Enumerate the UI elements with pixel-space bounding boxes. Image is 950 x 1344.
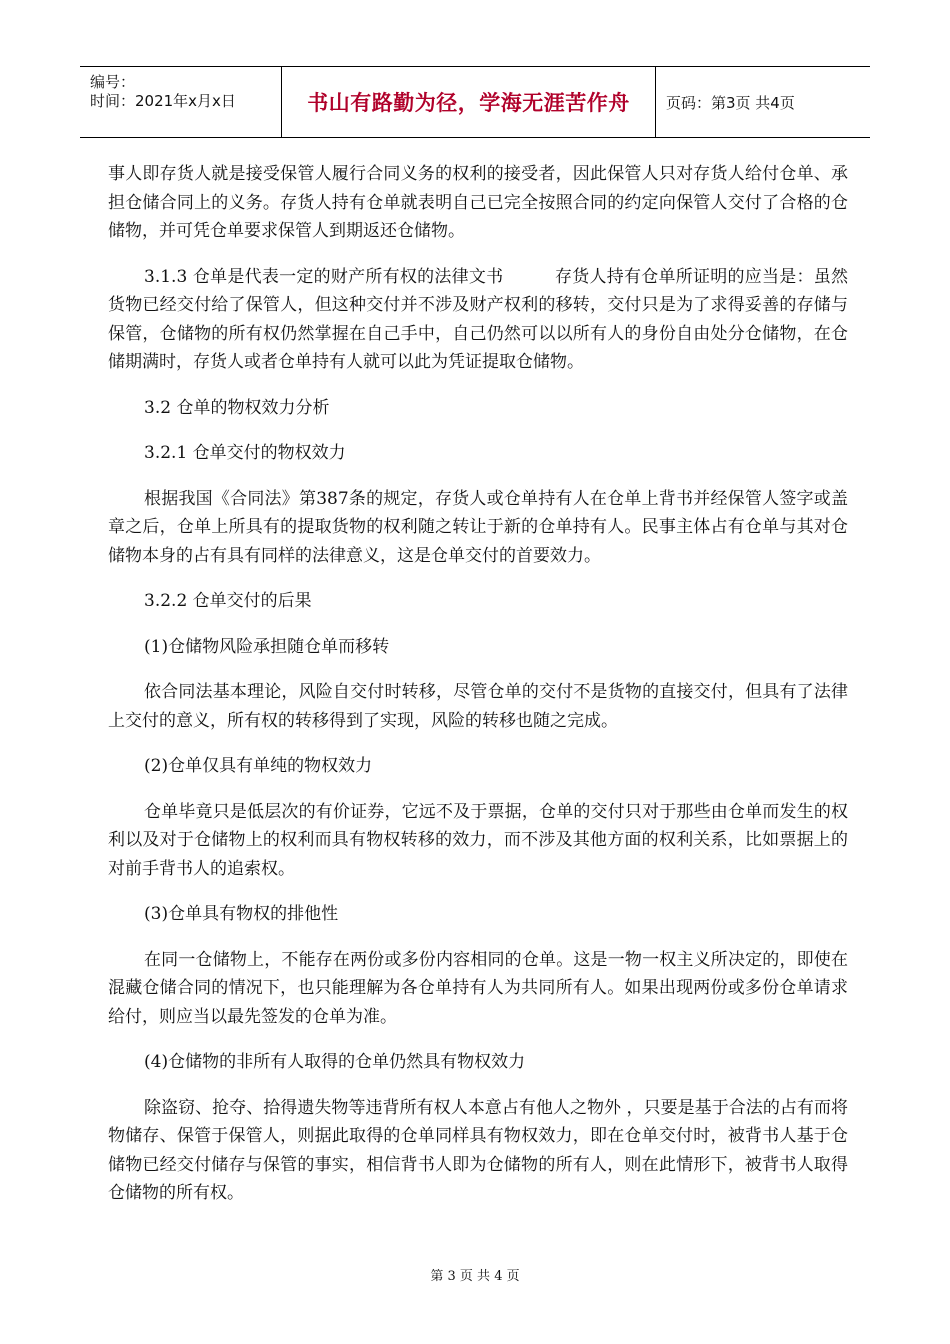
page-footer: 第 3 页 共 4 页 — [430, 1269, 520, 1284]
document-date-label: 时间：2021年x月x日 — [90, 92, 236, 110]
section-heading-3-2-2: 3.2.2 仓单交付的后果 — [144, 591, 312, 611]
paragraph-3-1-3: 3.1.3 仓单是代表一定的财产所有权的法律文书 存货人持有仓单所证明的应当是：虽然货物已经交付给了保管人，但这种交付并不涉及财产权利的移转，交付只是为了求得妥善的存储与保管，仓储物的所有权仍然掌握在自己手中，自己仍然可以以所有人的身份自由处分仓储物，在仓储期满时，存货人或者仓单持有人就可以此为凭证提取仓储物。 — [108, 266, 848, 372]
paragraph-exclusivity: 在同一仓储物上，不能存在两份或多份内容相同的仓单。这是一物一权主义所决定的，即使在混藏仓储合同的情况下，也只能理解为各仓单持有人为共同所有人。如果出现两份或多份仓单请求给付，则应当以最先签发的仓单为准。 — [108, 949, 848, 1027]
section-heading-3-2: 3.2 仓单的物权效力分析 — [144, 397, 330, 418]
paragraph-contract-law-387: 根据我国《合同法》第387条的规定，存货人或仓单持有人在仓单上背书并经保管人签字或盖章之后，仓单上所具有的提取货物的权利随之转让于新的仓单持有人。民事主体占有仓单与其对仓储物本身的占有具有同样的法律意义，这是仓单交付的首要效力。 — [108, 488, 848, 566]
document-number-label: 编号： — [90, 73, 136, 91]
list-heading-4: (4)仓储物的非所有人取得的仓单仍然具有物权效力 — [144, 1052, 526, 1072]
section-heading-3-2-1: 3.2.1 仓单交付的物权效力 — [144, 443, 346, 463]
paragraph-continuation: 事人即存货人就是接受保管人履行合同义务的权利的接受者，因此保管人只对存货人给付仓单、承担仓储合同上的义务。存货人持有仓单就表明自己已完全按照合同的约定向保管人交付了合格的仓储物，并可凭仓单要求保管人到期返还仓储物。 — [108, 164, 848, 241]
header-page-number: 页码：第3页 共4页 — [666, 93, 795, 112]
list-heading-1: (1)仓储物风险承担随仓单而移转 — [144, 636, 390, 657]
paragraph-securities: 仓单毕竟只是低层次的有价证券，它远不及于票据，仓单的交付只对于那些由仓单而发生的权利以及对于仓储物上的权利而具有物权转移的效力，而不涉及其他方面的权利关系，比如票据上的对前手背书人的追索权。 — [108, 801, 848, 879]
header-meta — [80, 67, 282, 137]
paragraph-non-owner: 除盗窃、抢夺、拾得遗失物等违背所有权人本意占有他人之物外 ，只要是基于合法的占有而将物储存、保管于保管人，则据此取得的仓单同样具有物权效力，即在仓单交付时，被背书人基于仓储物已经交付储存与保管的事实，相信背书人即为仓储物的所有人，则在此情形下，被背书人取得仓储物的所有权。 — [108, 1097, 848, 1203]
list-heading-2: (2)仓单仅具有单纯的物权效力 — [144, 756, 373, 776]
header-motto: 书山有路勤为径，学海无涯苦作舟 — [282, 67, 656, 137]
paragraph-risk-transfer: 依合同法基本理论，风险自交付时转移，尽管仓单的交付不是货物的直接交付，但具有了法律上交付的意义，所有权的转移得到了实现，风险的转移也随之完成。 — [108, 682, 848, 731]
list-heading-3: (3)仓单具有物权的排他性 — [144, 904, 339, 924]
document-body — [108, 160, 848, 1225]
page-header — [80, 66, 870, 138]
